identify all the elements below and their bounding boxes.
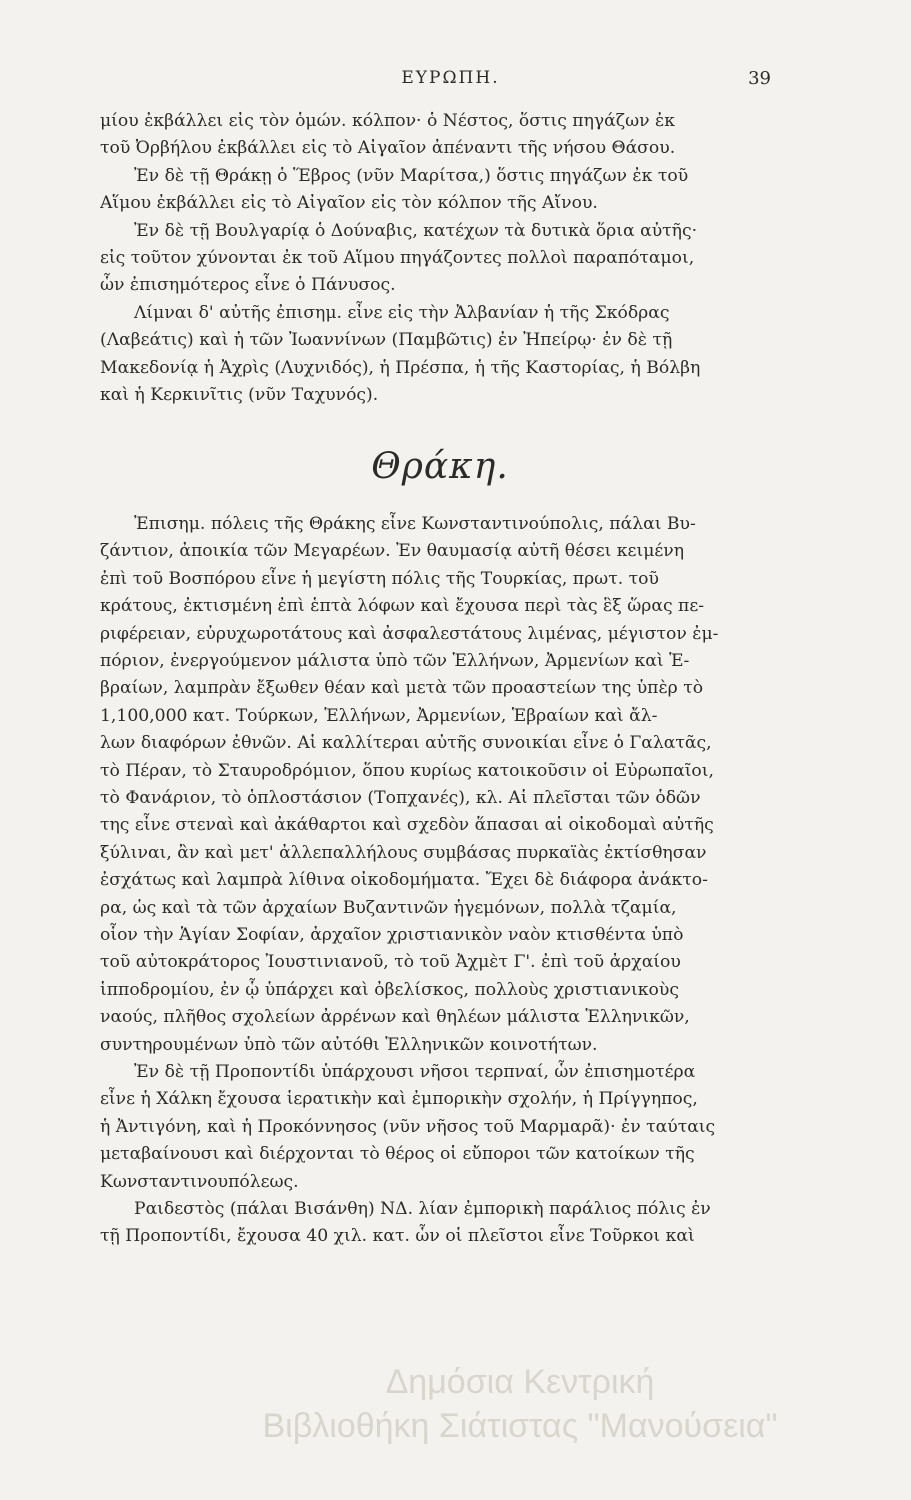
page-number: 39 [748,68,771,89]
text-line: εἰς τοῦτον χύνονται ἐκ τοῦ Αἵμου πηγάζοντες πολλοὶ παραπόταμοι, [100,248,695,269]
text-line: οἷον τὴν Ἁγίαν Σοφίαν, ἀρχαῖον χριστιανικὸν ναὸν κτισθέντα ὑπὸ [100,924,684,945]
running-head: ΕΥΡΩΠΗ. [401,68,500,88]
text-line: ἱπποδρομίου, ἐν ᾧ ὑπάρχει καὶ ὀβελίσκος, πολλοὺς χριστιανικοὺς [100,979,679,1000]
text-line: ἡ Ἀντιγόνη, καὶ ἡ Προκόννησος (νῦν νῆσος τοῦ Μαρμαρᾶ)· ἐν ταύταις [100,1116,716,1137]
text-line: τοῦ αὐτοκράτορος Ἰουστινιανοῦ, τὸ τοῦ Ἀχμὲτ Γ'. ἐπὶ τοῦ ἀρχαίου [100,952,681,973]
watermark-line-2: Βιβλιοθήκη Σιάτιστας "Μανούσεια" [262,1407,778,1445]
text-line: ξύλιναι, ἂν καὶ μετ' ἀλλεπαλλήλους συμβάσας πυρκαϊὰς ἐκτίσθησαν [100,842,707,863]
text-line: μίου ἐκβάλλει εἰς τὸν ὁμών. κόλπον· ὁ Νέστος, ὅστις πηγάζων ἐκ [100,111,675,131]
text-line: ὧν ἐπισημότερος εἶνε ὁ Πάνυσος. [100,275,396,296]
paragraph-rivers-lakes [100,108,780,409]
text-line: τῇ Προποντίδι, ἔχουσα 40 χιλ. κατ. ὧν οἱ πλεῖστοι εἶνε Τοῦρκοι καὶ [100,1226,695,1247]
text-line: Ραιδεστὸς (πάλαι Βισάνθη) ΝΔ. λίαν ἐμπορικὴ παράλιος πόλις ἐν [134,1199,711,1220]
text-line: Ἐπισημ. πόλεις τῆς Θράκης εἶνε Κωνσταντινούπολις, πάλαι Βυ- [134,513,696,534]
text-line: Αἵμου ἐκβάλλει εἰς τὸ Αἰγαῖον εἰς τὸν κόλπον τῆς Αἴνου. [100,193,598,214]
watermark-line-1: Δημόσια Κεντρική [385,1363,655,1401]
text-line: ρα, ὡς καὶ τὰ τῶν ἀρχαίων Βυζαντινῶν ἡγεμόνων, πολλὰ τζαμία, [100,897,677,918]
text-line: Ἐν δὲ τῇ Θράκῃ ὁ Ἕβρος (νῦν Μαρίτσα,) ὅστις πηγάζων ἐκ τοῦ [134,165,689,186]
text-line: ἐπὶ τοῦ Βοσπόρου εἶνε ἡ μεγίστη πόλις τῆς Τουρκίας, πρωτ. τοῦ [100,568,659,589]
text-line: Κωνσταντινουπόλεως. [100,1171,299,1192]
text-line: τοῦ Ὀρβήλου ἐκβάλλει εἰς τὸ Αἰγαῖον ἀπέναντι τῆς νήσου Θάσου. [100,138,676,159]
text-line: καὶ ἡ Κερκινῖτις (νῦν Ταχυνός). [100,385,379,406]
text-line: ζάντιον, ἀποικία τῶν Μεγαρέων. Ἐν θαυμασίᾳ αὐτῆ θέσει κειμένη [100,541,685,562]
library-watermark [170,1362,870,1446]
text-line: μεταβαίνουσι καὶ διέρχονται τὸ θέρος οἱ εὔποροι τῶν κατοίκων τῆς [100,1144,695,1165]
text-line: ναούς, πλῆθος σχολείων ἀρρένων καὶ θηλέων μάλιστα Ἑλληνικῶν, [100,1007,690,1028]
page-header [130,64,771,94]
text-line: τὸ Φανάριον, τὸ ὁπλοστάσιον (Τοπχανές), κλ. Αἱ πλεῖσται τῶν ὁδῶν [100,787,701,808]
paragraph-thrace-cities [100,511,780,1251]
text-line: λων διαφόρων ἐθνῶν. Αἱ καλλίτεραι αὐτῆς συνοικίαι εἶνε ὁ Γαλατᾶς, [100,733,712,754]
text-line: της εἶνε στεναὶ καὶ ἀκάθαρτοι καὶ σχεδὸν ἅπασαι αἱ οἰκοδομαὶ αὐτῆς [100,815,714,836]
text-line: κράτους, ἐκτισμένη ἐπὶ ἑπτὰ λόφων καὶ ἔχουσα περὶ τὰς ἓξ ὥρας πε- [100,596,705,617]
text-line: συντηρουμένων ὑπὸ τῶν αὐτόθι Ἑλληνικῶν κοινοτήτων. [100,1034,598,1055]
text-line: βραίων, λαμπρὰν ἔξωθεν θέαν καὶ μετὰ τῶν προαστείων της ὑπὲρ τὸ [100,678,704,699]
text-line: Ἐν δὲ τῇ Βουλγαρίᾳ ὁ Δούναβις, κατέχων τὰ δυτικὰ ὅρια αὐτῆς· [134,220,698,241]
text-line: Ἐν δὲ τῇ Προποντίδι ὑπάρχουσι νῆσοι τερπναί, ὧν ἐπισημοτέρα [134,1062,696,1082]
text-line: 1,100,000 κατ. Τούρκων, Ἑλλήνων, Ἀρμενίων, Ἑβραίων καὶ ἄλ- [100,705,658,726]
section-title-thrace: Θράκη. [371,446,509,488]
page-body [100,108,780,1251]
text-line: Λίμναι δ' αὐτῆς ἐπισημ. εἶνε εἰς τὴν Ἀλβανίαν ἡ τῆς Σκόδρας [134,302,670,323]
text-line: πόριον, ἐνεργούμενον μάλιστα ὑπὸ τῶν Ἑλλήνων, Ἀρμενίων καὶ Ἑ- [100,650,690,671]
text-line: ριφέρειαν, εὐρυχωροτάτους καὶ ἀσφαλεστάτους λιμένας, μέγιστον ἐμ- [100,623,719,644]
text-line: εἶνε ἡ Χάλκη ἔχουσα ἱερατικὴν καὶ ἐμπορικὴν σχολήν, ἡ Πρίγγηπος, [100,1089,698,1110]
text-line: τὸ Πέραν, τὸ Σταυροδρόμιον, ὅπου κυρίως κατοικοῦσιν οἱ Εὐρωπαῖοι, [100,760,714,781]
text-line: (Λαβεάτις) καὶ ἡ τῶν Ἰωαννίνων (Παμβῶτις) ἐν Ἠπείρῳ· ἐν δὲ τῇ [100,330,673,351]
text-line: ἐσχάτως καὶ λαμπρὰ λίθινα οἰκοδομήματα. Ἔχει δὲ διάφορα ἀνάκτο- [100,870,708,891]
text-line: Μακεδονίᾳ ἡ Ἀχρὶς (Λυχνιδός), ἡ Πρέσπα, ἡ τῆς Καστορίας, ἡ Βόλβη [100,357,701,378]
